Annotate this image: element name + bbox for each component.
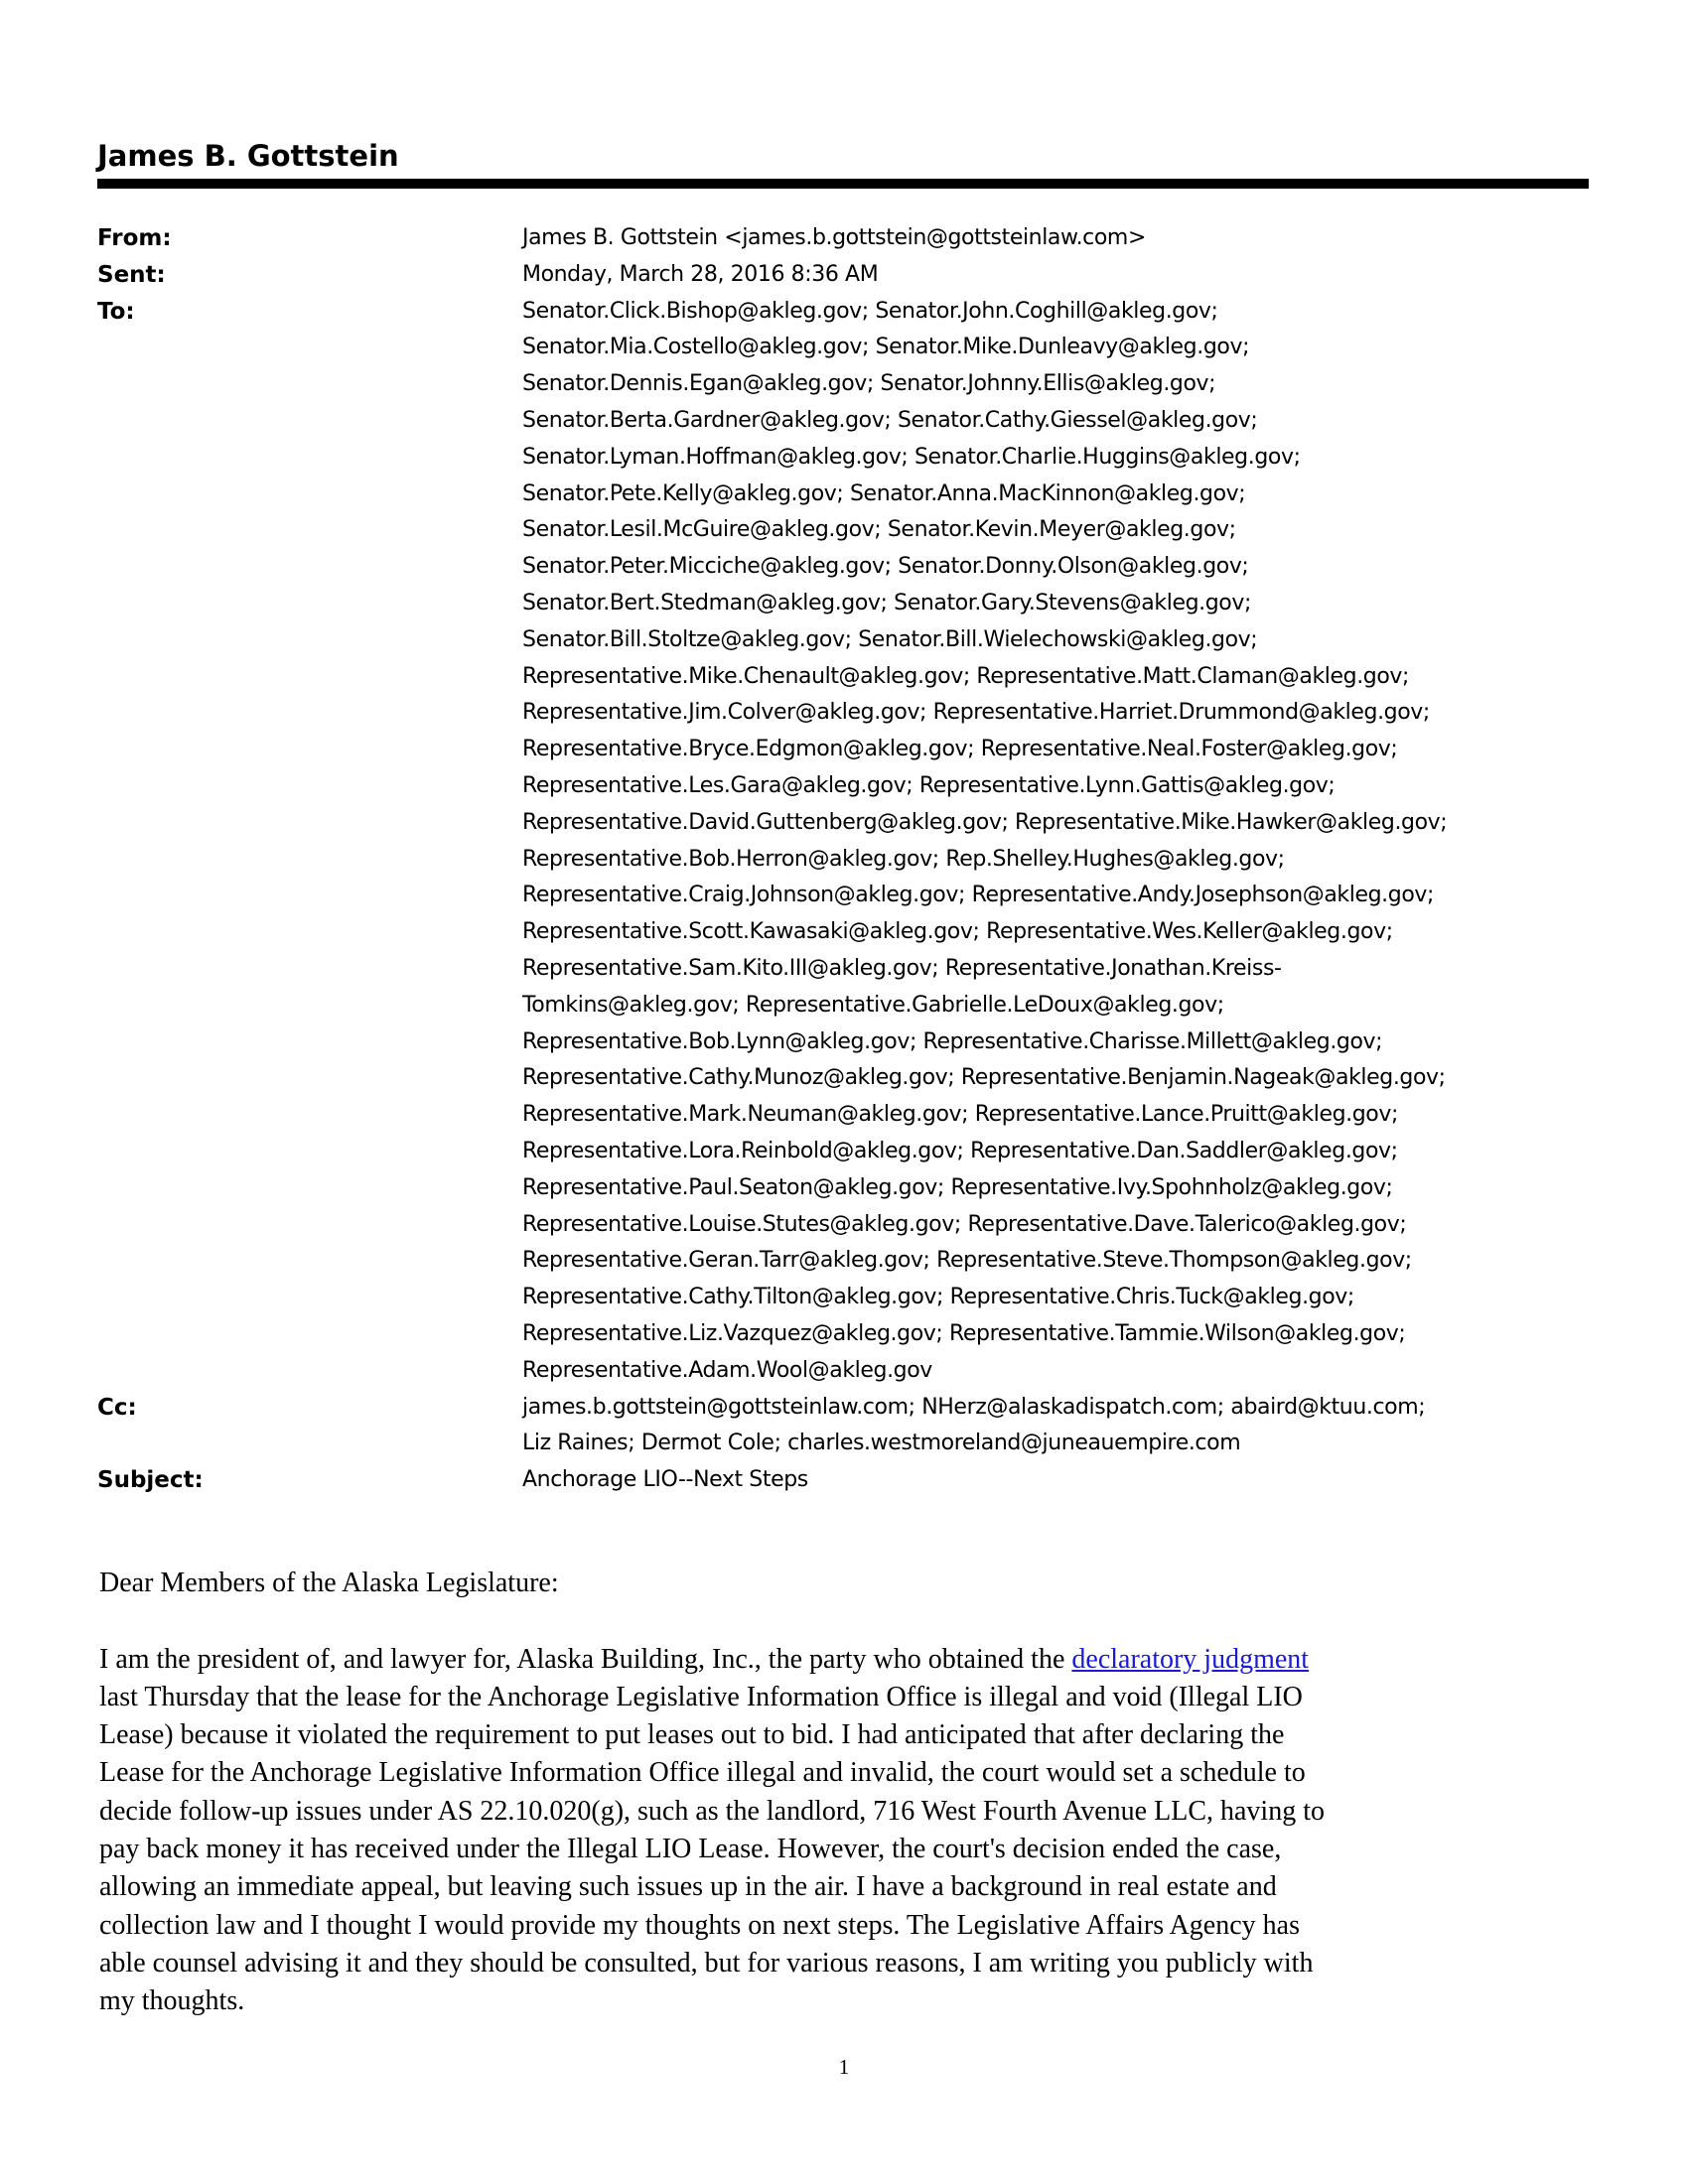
- sent-value: Monday, March 28, 2016 8:36 AM: [522, 261, 879, 287]
- to-recipient-line: Representative.Lora.Reinbold@akleg.gov; Representative.Dan.Saddler@akleg.gov;: [522, 1138, 1398, 1163]
- to-recipient-line: Representative.Cathy.Munoz@akleg.gov; Representative.Benjamin.Nageak@akleg.gov;: [522, 1065, 1446, 1091]
- sent-label: Sent:: [97, 261, 166, 288]
- to-recipients: [522, 294, 1597, 1390]
- salutation: Dear Members of the Alaska Legislature:: [99, 1568, 559, 1598]
- paragraph-line: pay back money it has received under the Illegal LIO Lease. However, the court's decision ended the case,: [99, 1834, 1282, 1865]
- paragraph-text: I am the president of, and lawyer for, Alaska Building, Inc., the party who obtained the: [99, 1643, 1072, 1675]
- letter-body: [99, 1565, 1589, 2021]
- to-recipient-line: Senator.Bill.Stoltze@akleg.gov; Senator.Bill.Wielechowski@akleg.gov;: [522, 626, 1258, 652]
- paragraph-line: my thoughts.: [99, 1985, 245, 2017]
- to-recipient-line: Senator.Lyman.Hoffman@akleg.gov; Senator.Charlie.Huggins@akleg.gov;: [522, 444, 1301, 470]
- declaratory-judgment-link[interactable]: declaratory judgment: [1071, 1643, 1310, 1675]
- to-recipient-line: Senator.Dennis.Egan@akleg.gov; Senator.Johnny.Ellis@akleg.gov;: [522, 371, 1216, 397]
- cc-label: Cc:: [97, 1394, 137, 1421]
- to-recipient-line: Representative.Craig.Johnson@akleg.gov; Representative.Andy.Josephson@akleg.gov;: [522, 883, 1435, 908]
- from-value: James B. Gottstein <james.b.gottstein@gottsteinlaw.com>: [522, 225, 1146, 250]
- paragraph-line: decide follow-up issues under AS 22.10.020(g), such as the landlord, 716 West Fourth Avenue LLC, having to: [99, 1795, 1325, 1827]
- subject-label: Subject:: [97, 1467, 204, 1494]
- paragraph-line: Lease) because it violated the requirement to put leases out to bid. I had anticipated that after declaring the: [99, 1719, 1285, 1751]
- to-recipient-line: Representative.Bob.Lynn@akleg.gov; Representative.Charisse.Millett@akleg.gov;: [522, 1028, 1383, 1054]
- subject-row: [97, 1462, 1597, 1499]
- to-recipient-line: Senator.Pete.Kelly@akleg.gov; Senator.Anna.MacKinnon@akleg.gov;: [522, 480, 1246, 506]
- from-label: From:: [97, 225, 172, 251]
- paragraph-line: allowing an immediate appeal, but leaving such issues up in the air. I have a background in real estate and: [99, 1871, 1277, 1903]
- subject-value: Anchorage LIO--Next Steps: [522, 1467, 808, 1493]
- paragraph-1: [99, 1641, 1589, 2021]
- paragraph-line: [99, 1641, 1589, 1679]
- to-recipient-line: Senator.Mia.Costello@akleg.gov; Senator.Mike.Dunleavy@akleg.gov;: [522, 335, 1250, 360]
- to-recipient-line: Senator.Berta.Gardner@akleg.gov; Senator.Cathy.Giessel@akleg.gov;: [522, 407, 1258, 433]
- to-recipient-line: Representative.Bob.Herron@akleg.gov; Rep.Shelley.Hughes@akleg.gov;: [522, 846, 1285, 872]
- to-recipient-line: Representative.Mike.Chenault@akleg.gov; Representative.Matt.Claman@akleg.gov;: [522, 663, 1410, 689]
- to-recipient-line: Tomkins@akleg.gov; Representative.Gabrielle.LeDoux@akleg.gov;: [522, 992, 1224, 1018]
- to-recipient-line: Senator.Click.Bishop@akleg.gov; Senator.John.Coghill@akleg.gov;: [522, 298, 1218, 324]
- to-recipient-line: Representative.Sam.Kito.III@akleg.gov; Representative.Jonathan.Kreiss-: [522, 955, 1282, 981]
- to-recipient-line: Representative.Liz.Vazquez@akleg.gov; Representative.Tammie.Wilson@akleg.gov;: [522, 1320, 1406, 1346]
- to-label: To:: [97, 298, 135, 325]
- sent-row: [97, 257, 1597, 294]
- to-recipient-line: Senator.Bert.Stedman@akleg.gov; Senator.Gary.Stevens@akleg.gov;: [522, 590, 1251, 615]
- to-recipient-line: Representative.Paul.Seaton@akleg.gov; Representative.Ivy.Spohnholz@akleg.gov;: [522, 1174, 1393, 1200]
- to-recipient-line: Representative.Mark.Neuman@akleg.gov; Representative.Lance.Pruitt@akleg.gov;: [522, 1102, 1398, 1128]
- to-row: [97, 294, 1597, 1390]
- to-recipient-line: Representative.Adam.Wool@akleg.gov: [522, 1357, 932, 1383]
- page-number: 1: [838, 2055, 850, 2079]
- cc-recipient-line: Liz Raines; Dermot Cole; charles.westmoreland@juneauempire.com: [522, 1431, 1241, 1456]
- heading-rule: [97, 179, 1589, 189]
- to-recipient-line: Representative.Bryce.Edgmon@akleg.gov; Representative.Neal.Foster@akleg.gov;: [522, 737, 1398, 762]
- from-row: [97, 220, 1597, 257]
- to-recipient-line: Representative.David.Guttenberg@akleg.gov; Representative.Mike.Hawker@akleg.gov;: [522, 809, 1448, 835]
- to-recipient-line: Senator.Peter.Micciche@akleg.gov; Senator.Donny.Olson@akleg.gov;: [522, 554, 1249, 580]
- cc-recipient-line: james.b.gottstein@gottsteinlaw.com; NHerz@alaskadispatch.com; abaird@ktuu.com;: [522, 1394, 1426, 1420]
- to-recipient-line: Representative.Cathy.Tilton@akleg.gov; Representative.Chris.Tuck@akleg.gov;: [522, 1285, 1354, 1310]
- to-recipient-line: Representative.Jim.Colver@akleg.gov; Representative.Harriet.Drummond@akleg.gov;: [522, 700, 1430, 726]
- paragraph-line: Lease for the Anchorage Legislative Information Office illegal and invalid, the court would set a schedule to: [99, 1757, 1306, 1789]
- to-recipient-line: Representative.Geran.Tarr@akleg.gov; Representative.Steve.Thompson@akleg.gov;: [522, 1248, 1412, 1274]
- to-recipient-line: Representative.Scott.Kawasaki@akleg.gov; Representative.Wes.Keller@akleg.gov;: [522, 919, 1393, 945]
- paragraph-line: able counsel advising it and they should be consulted, but for various reasons, I am writing you publicly with: [99, 1947, 1314, 1979]
- sender-heading: James B. Gottstein: [97, 139, 399, 173]
- paragraph-line: last Thursday that the lease for the Anchorage Legislative Information Office is illegal and void (Illegal LIO: [99, 1681, 1303, 1712]
- to-recipient-line: Representative.Les.Gara@akleg.gov; Representative.Lynn.Gattis@akleg.gov;: [522, 772, 1336, 798]
- to-recipient-line: Representative.Louise.Stutes@akleg.gov; Representative.Dave.Talerico@akleg.gov;: [522, 1211, 1407, 1237]
- cc-row: [97, 1390, 1597, 1463]
- email-headers: [97, 220, 1597, 1499]
- to-recipient-line: Senator.Lesil.McGuire@akleg.gov; Senator.Kevin.Meyer@akleg.gov;: [522, 517, 1236, 543]
- paragraph-line: collection law and I thought I would provide my thoughts on next steps. The Legislative Affairs Agency has: [99, 1909, 1300, 1941]
- cc-recipients: [522, 1390, 1597, 1463]
